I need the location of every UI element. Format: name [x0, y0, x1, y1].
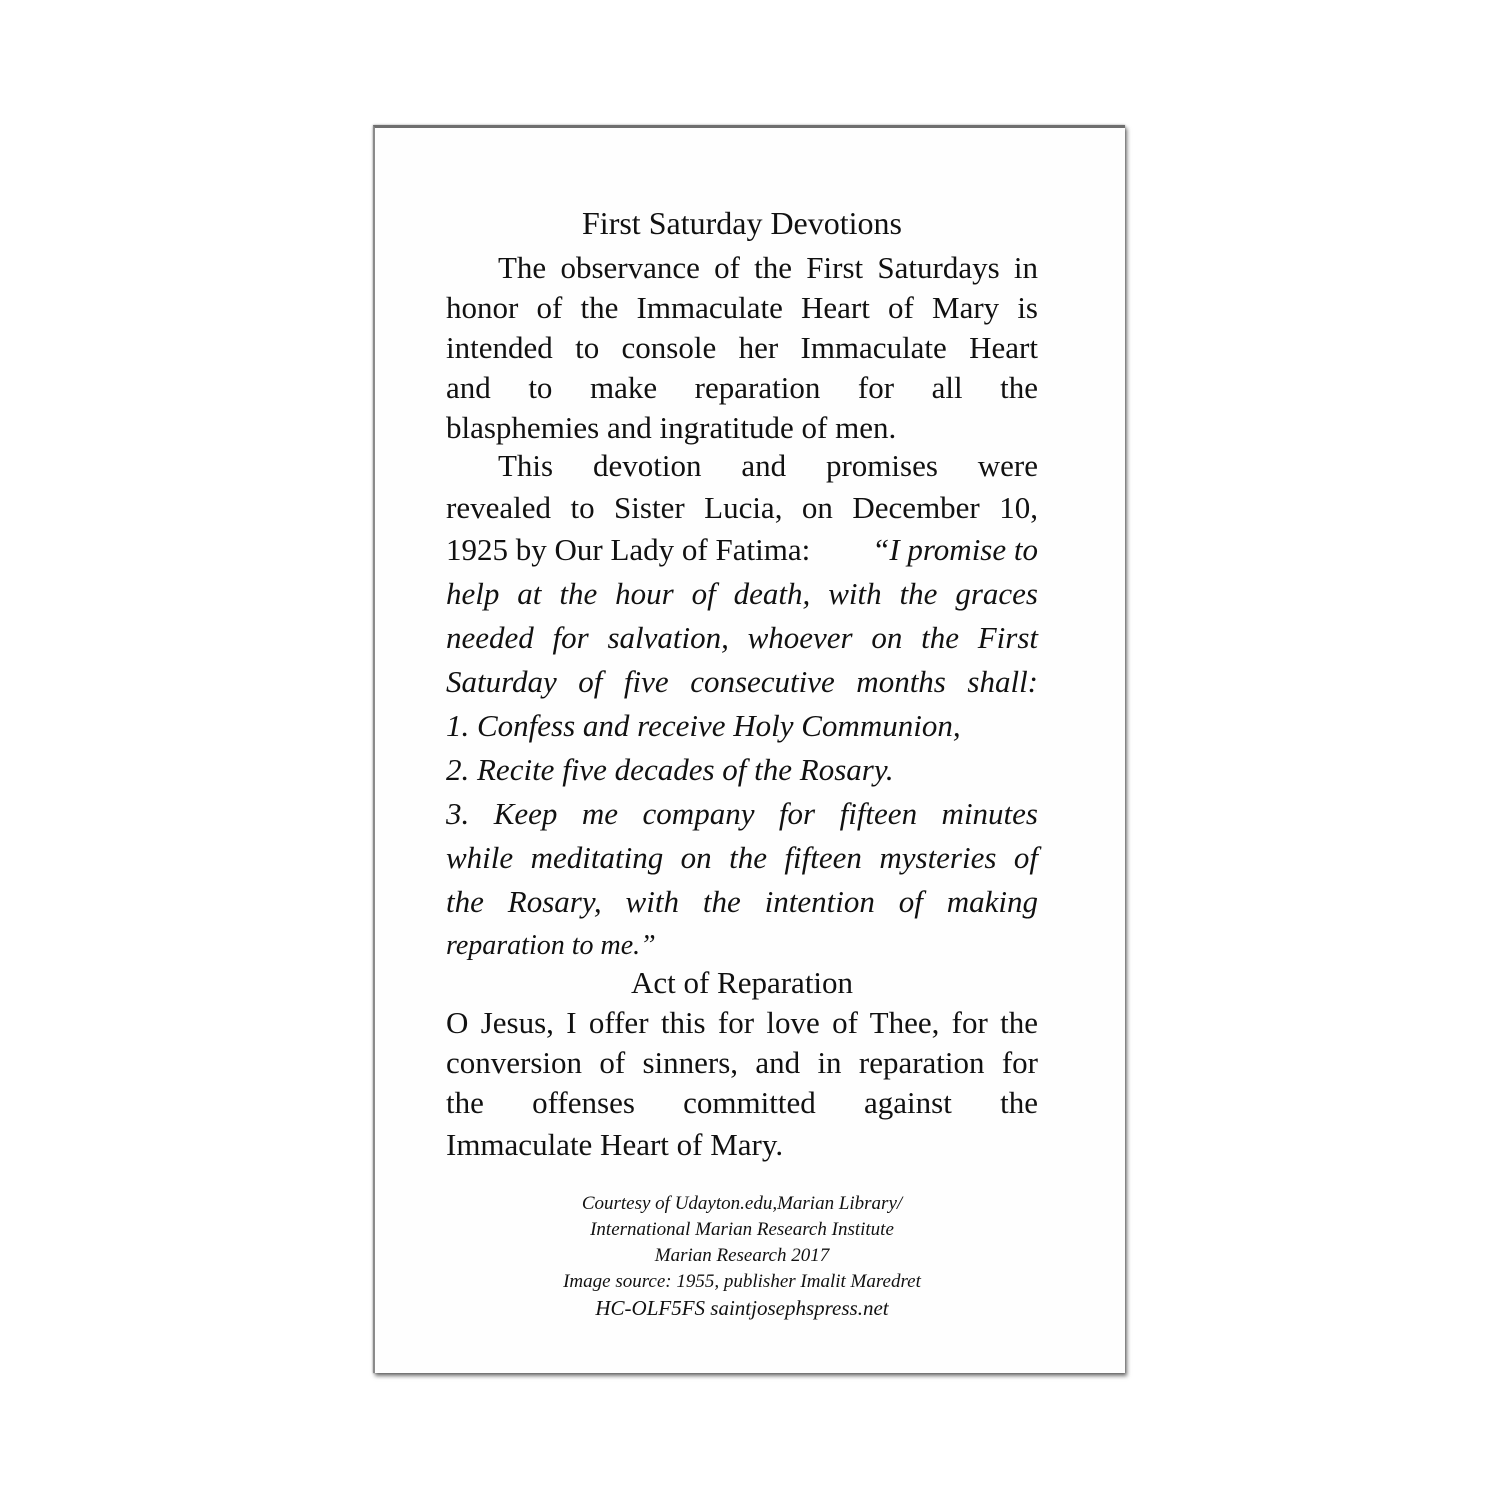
intro-paragraph: [446, 248, 1038, 448]
revelation-promise-line: [446, 530, 1038, 570]
intro-line: honor of the Immaculate Heart of Mary is: [446, 290, 1038, 325]
act-line: O Jesus, I offer this for love of Thee, for the: [446, 1005, 1038, 1040]
promise-line: help at the hour of death, with the graces: [446, 576, 1038, 611]
promise-quote: [446, 572, 1038, 968]
credit-line: Image source: 1955, publisher Imalit Maredret: [563, 1271, 921, 1292]
revelation-paragraph: [446, 446, 1038, 570]
act-line: Immaculate Heart of Mary.: [446, 1127, 784, 1162]
revelation-line: revealed to Sister Lucia, on December 10,: [446, 490, 1038, 525]
promise-line: while meditating on the fifteen mysteries of: [446, 840, 1038, 875]
promise-line: Saturday of five consecutive months shall:: [446, 664, 1038, 699]
intro-line: and to make reparation for all the: [446, 370, 1038, 405]
act-of-reparation-prayer: [446, 1003, 1038, 1165]
intro-line: The observance of the First Saturdays in: [498, 250, 1038, 285]
promise-line: 1. Confess and receive Holy Communion,: [446, 708, 961, 743]
promise-line: “I promise to: [872, 532, 1038, 567]
act-line: conversion of sinners, and in reparation for: [446, 1045, 1038, 1080]
act-of-reparation-title: Act of Reparation: [630, 965, 854, 1000]
credit-line: Courtesy of Udayton.edu,Marian Library/: [581, 1193, 903, 1214]
card-title: First Saturday Devotions: [582, 205, 902, 241]
prayer-card: [373, 125, 1125, 1373]
revelation-line: This devotion and promises were: [498, 448, 1038, 483]
promise-line: 2. Recite five decades of the Rosary.: [446, 752, 894, 787]
credit-line: International Marian Research Institute: [590, 1219, 894, 1240]
promise-line: the Rosary, with the intention of making: [446, 884, 1038, 919]
product-code: HC-OLF5FS saintjosephspress.net: [595, 1296, 889, 1320]
act-line: the offenses committed against the: [446, 1085, 1038, 1120]
promise-line: 3. Keep me company for fifteen minutes: [446, 796, 1038, 831]
promise-line: reparation to me.”: [446, 930, 656, 961]
credits-block: [446, 1191, 1038, 1321]
intro-line: intended to console her Immaculate Heart: [446, 330, 1038, 365]
promise-line: needed for salvation, whoever on the First: [446, 620, 1038, 655]
revelation-line: 1925 by Our Lady of Fatima:: [446, 532, 811, 567]
credit-line: Marian Research 2017: [654, 1245, 830, 1266]
intro-line: blasphemies and ingratitude of men.: [446, 410, 897, 445]
